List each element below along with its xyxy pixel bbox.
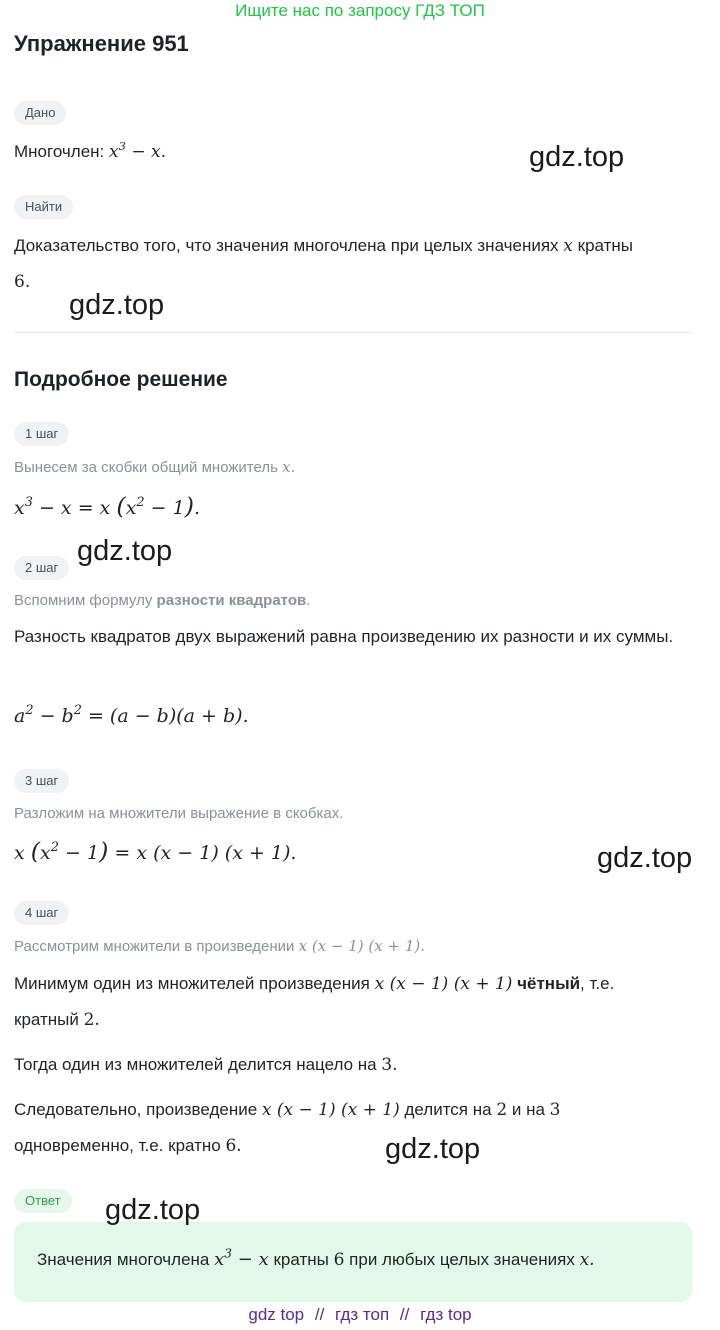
given-polynomial: $x^3 - x$. (109, 138, 166, 162)
step-4-line-3: Тогда один из множителей делится нацело на 3. (14, 1055, 398, 1075)
exercise-title: Упражнение 951 (14, 31, 189, 56)
step-4-line-4: Следовательно, произведение x (x − 1) (x + 1) делится на 2 и на 3 (14, 1100, 561, 1120)
find-text: Доказательство того, что значения многочлена при целых значениях x кратны 6. (14, 236, 633, 292)
step-2-hint: Вспомним формулу разности квадратов. (14, 592, 311, 609)
step-4-line-5: одновременно, т.е. кратно 6. (14, 1136, 242, 1156)
watermark: gdz.top (105, 1194, 201, 1226)
top-banner[interactable]: Ищите нас по запросу ГДЗ ТОП (235, 1, 485, 20)
step-4-hint: Рассмотрим множители в произведении x (x − 1) (x + 1). (14, 937, 425, 955)
footer-link-gdz-top-mixed[interactable]: гдз top (420, 1305, 472, 1324)
step-3-hint: Разложим на множители выражение в скобках. (14, 805, 344, 822)
step-4-label: 4 шаг (14, 901, 69, 925)
watermark: gdz.top (69, 289, 165, 321)
answer-label: Ответ (14, 1189, 72, 1213)
step-4-line-2: кратный 2. (14, 1010, 100, 1030)
footer-separator: // (314, 1305, 325, 1324)
find-number: 6. (14, 272, 31, 292)
step-2-label: 2 шаг (14, 556, 69, 580)
answer-text: Значения многочлена $x^3 - x$ кратны 6 при любых целых значениях x. (37, 1246, 595, 1270)
step-2-formula: $a^2 - b^2 = (a - b)(a + b)$. (14, 703, 249, 727)
solution-title: Подробное решение (14, 368, 228, 391)
step-4-line-1: Минимум один из множителей произведения x (x − 1) (x + 1) чётный, т.е. (14, 974, 615, 994)
step-1-label: 1 шаг (14, 422, 69, 446)
step-1-formula: $x^3 - x = x$ $(x^2 - 1)$. (14, 492, 201, 520)
given-label: Дано (14, 101, 66, 125)
step-1-hint: Вынесем за скобки общий множитель x. (14, 458, 296, 476)
watermark: gdz.top (385, 1133, 481, 1165)
footer-links (0, 1305, 720, 1325)
watermark: gdz.top (529, 141, 625, 173)
answer-box (14, 1222, 692, 1302)
footer-link-gdz-top-ru[interactable]: гдз топ (335, 1305, 390, 1324)
step-3-label: 3 шаг (14, 769, 69, 793)
footer-link-gdz-top[interactable]: gdz top (248, 1305, 305, 1324)
section-divider (14, 332, 692, 333)
find-label: Найти (14, 195, 73, 219)
watermark: gdz.top (597, 842, 693, 874)
step-2-text: Разность квадратов двух выражений равна произведению их разности и их суммы. (14, 627, 674, 646)
watermark: gdz.top (77, 535, 173, 567)
step-3-formula: x $(x^2 - 1) = x$ (x − 1) (x + 1). (14, 837, 297, 865)
given-prefix: Многочлен: (14, 142, 105, 161)
footer-separator: // (399, 1305, 410, 1324)
